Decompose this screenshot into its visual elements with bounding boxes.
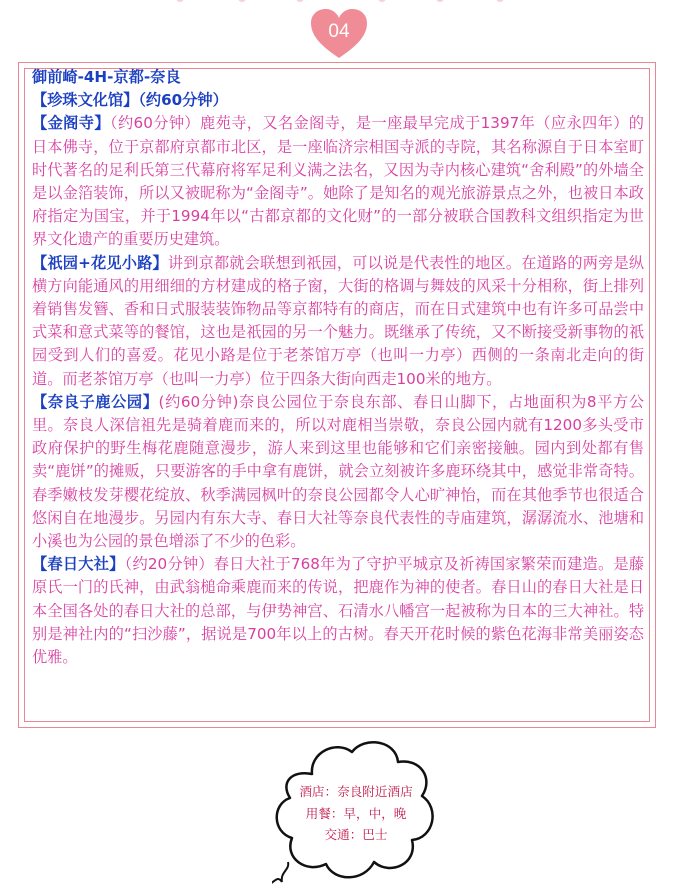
section-kinkakuji <box>32 112 644 251</box>
hotel-info: 酒店：奈良附近酒店 <box>299 784 413 799</box>
section-heading: 【祇园+花见小路】 <box>32 253 168 272</box>
section-heading: 【金阁寺】 <box>32 114 110 133</box>
section-text: （约60分钟）鹿苑寺，又名金阁寺，是一座最早完成于1397年（应永四年）的日本佛寺，位于京都府京都市北区，是一座临济宗相国寺派的寺院，其名称源自于日本室町时代著名的足利氏第三代幕府将军足利义满之法名，又因为寺内核心建筑“舍利殿”的外墙全是以金箔装饰，所以又被昵称为“金阁寺”。她除了是知名的观光旅游景点之外，也被日本政府指定为国宝，并于1994年以“古都京都的文化财”的一部分被联合国教科文组织指定为世界文化遗产的重要历史建筑。 <box>32 114 644 249</box>
section-heading: 【奈良子鹿公园】 <box>32 392 159 411</box>
section-heading: 【春日大社】 <box>32 555 125 574</box>
section-number-badge <box>310 8 368 60</box>
section-text: 讲到京都就会联想到祇园，可以说是代表性的地区。在道路的两旁是纵横方向能通风的用细细的方材建成的格子窗，大街的格调与舞妓的风采十分相称，街上排列着销售发簪、香和日式服装装饰物品等京都特有的商店，而在日式建筑中也有许多可品尝中式菜和意式菜等的餐馆，这也是祇园的另一个魅力。既继承了传统，又不断接受新事物的祇园受到人们的喜爱。花见小路是位于老茶馆万亭（也叫一力亭）西侧的一条南北走向的街道。而老茶馆万亭（也叫一力亭）位于四条大街向西走100米的地方。 <box>32 253 645 388</box>
info-cloud <box>272 734 440 890</box>
itinerary-content <box>32 66 644 669</box>
meals-info: 用餐：早，中，晚 <box>305 805 407 821</box>
section-gion <box>32 252 644 391</box>
cultural-hall-heading: 【珍珠文化馆】（约60分钟） <box>32 91 228 110</box>
transport-info: 交通：巴士 <box>324 827 388 842</box>
route-title: 御前崎-4H-京都-奈良 <box>32 68 181 86</box>
section-text: （约20分钟）春日大社于768年为了守护平城京及祈祷国家繁荣而建造。是藤原氏一门的氏神，由武翁槌命乘鹿而来的传说，把鹿作为神的使者。春日山的春日大社是日本全国各处的春日大社的总部，与伊势神宫、石清水八幡宫一起被称为日本的三大神社。特别是神社内的“扫沙藤”，据说是700年以上的古树。春天开花时候的紫色花海非常美丽姿态优雅。 <box>32 555 645 667</box>
top-decoration <box>0 0 674 6</box>
section-nara-park <box>32 391 644 553</box>
section-number: 04 <box>328 21 350 42</box>
section-kasuga-taisha <box>32 553 644 669</box>
section-text: (约60分钟)奈良公园位于奈良东部、春日山脚下，占地面积为8平方公里。奈良人深信祖先是骑着鹿而来的，所以对鹿相当崇敬，奈良公园内就有1200多头受市政府保护的野生梅花鹿随意漫步，游人来到这里也能够和它们亲密接触。园内到处都有售卖“鹿饼”的摊贩，只要游客的手中拿有鹿饼，就会立刻被许多鹿环绕其中，感觉非常奇特。春季嫩枝发芽樱花绽放、秋季满园枫叶的奈良公园都令人心旷神怡，而在其他季节也很适合悠闲自在地漫步。另园内有东大寺、春日大社等奈良代表性的寺庙建筑，潺潺流水、池塘和小溪也为公园的景色增添了不少的色彩。 <box>32 392 645 551</box>
